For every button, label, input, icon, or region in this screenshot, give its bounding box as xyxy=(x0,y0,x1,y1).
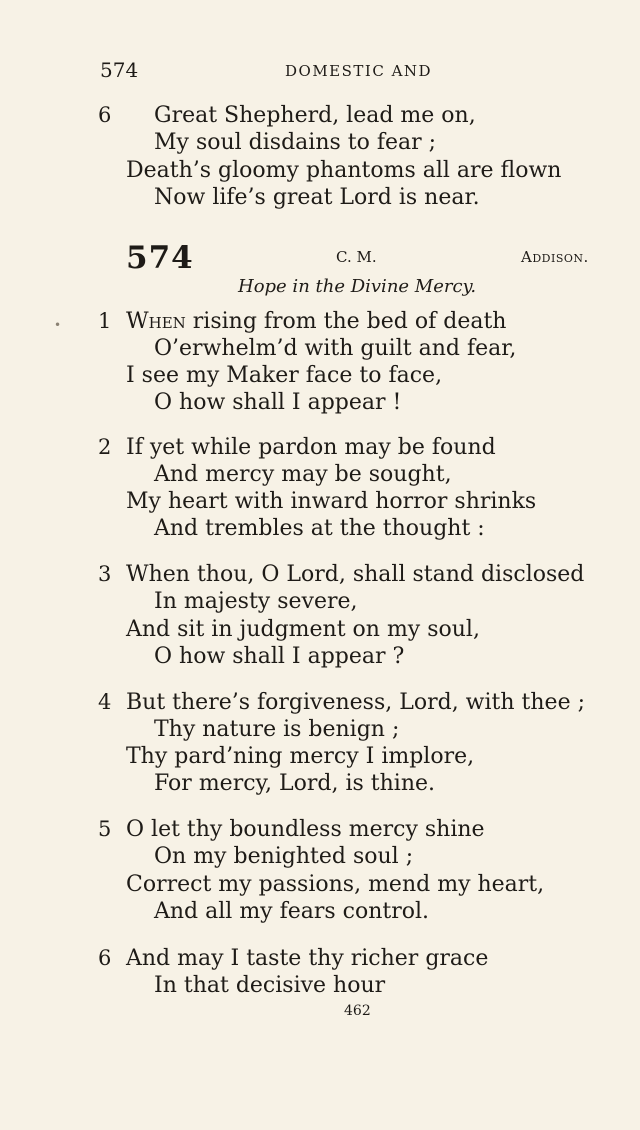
verse-line: And mercy may be sought, xyxy=(154,462,452,487)
verse-line: O how shall I appear ! xyxy=(154,390,402,415)
opening-word: When xyxy=(126,309,186,334)
verse-line: On my benighted soul ; xyxy=(154,844,414,869)
verse-line: For mercy, Lord, is thine. xyxy=(154,771,436,796)
verse-line: And sit in judgment on my soul, xyxy=(126,617,480,642)
stanza-number: 3 xyxy=(98,562,112,586)
stanza-number: 2 xyxy=(98,435,112,459)
page-number: 574 xyxy=(100,58,139,82)
verse-line: I see my Maker face to face, xyxy=(126,363,443,388)
verse-line: When thou, O Lord, shall stand disclosed xyxy=(126,562,585,587)
verse-line: Thy nature is benign ; xyxy=(154,717,400,742)
running-head xyxy=(100,58,610,84)
verse-line: My heart with inward horror shrinks xyxy=(126,489,537,514)
hymn-subtitle: Hope in the Divine Mercy. xyxy=(238,276,477,297)
stanza-number: 5 xyxy=(98,817,112,841)
opening-line-rest: rising from the bed of death xyxy=(185,309,507,334)
verse-line: O’erwhelm’d with guilt and fear, xyxy=(154,336,517,361)
stanza-number: 6 xyxy=(98,103,112,127)
hymn-meter: C. M. xyxy=(336,248,377,266)
verse-line: Death’s gloomy phantoms all are flown xyxy=(126,158,562,183)
hymn-number: 574 xyxy=(126,240,194,276)
footer-signature: 462 xyxy=(344,1003,371,1019)
verse-line: And may I taste thy richer grace xyxy=(126,946,489,971)
verse-line-opening xyxy=(126,308,506,335)
verse-line: O how shall I appear ? xyxy=(154,644,405,669)
verse-line: Great Shepherd, lead me on, xyxy=(154,103,476,128)
hymn-header xyxy=(0,240,640,274)
margin-mark: • xyxy=(54,318,62,332)
verse-line: In that decisive hour xyxy=(154,973,386,998)
stanza-number: 4 xyxy=(98,690,112,714)
verse-line: In majesty severe, xyxy=(154,589,358,614)
verse-line: Correct my passions, mend my heart, xyxy=(126,872,545,897)
verse-line: O let thy boundless mercy shine xyxy=(126,817,485,842)
running-title: DOMESTIC AND xyxy=(285,62,433,80)
stanza-number: 1 xyxy=(98,309,112,333)
stanza-number: 6 xyxy=(98,946,112,970)
hymn-author: Addison. xyxy=(521,248,589,266)
verse-line: Now life’s great Lord is near. xyxy=(154,185,480,210)
verse-line: My soul disdains to fear ; xyxy=(154,130,437,155)
verse-line: And all my fears control. xyxy=(154,899,430,924)
verse-line: If yet while pardon may be found xyxy=(126,435,496,460)
verse-line: Thy pard’ning mercy I implore, xyxy=(126,744,475,769)
verse-line: And trembles at the thought : xyxy=(154,516,485,541)
verse-line: But there’s forgiveness, Lord, with thee ; xyxy=(126,690,586,715)
